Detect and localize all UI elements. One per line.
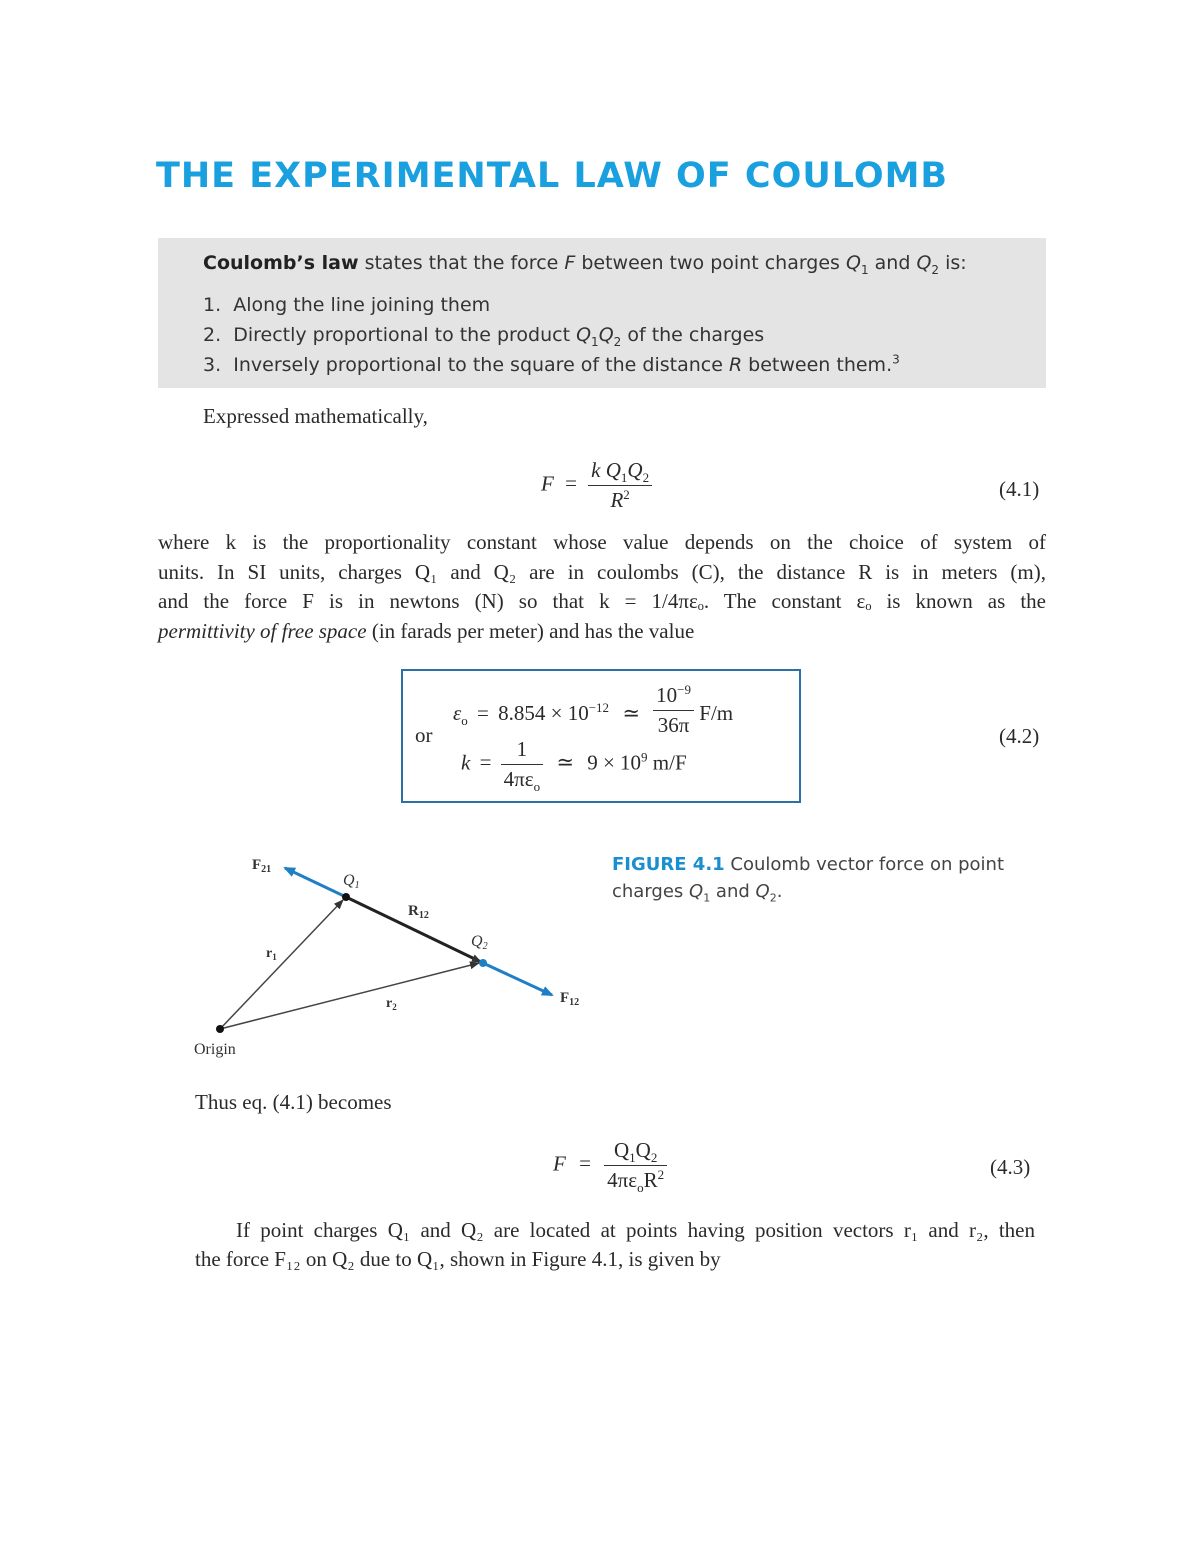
eq42-fraction	[653, 683, 694, 738]
eq43-den-r: R	[643, 1168, 658, 1192]
para1-line4	[158, 617, 1046, 647]
law-text2: between two point charges	[575, 252, 846, 274]
eq41-num-sub2: 2	[642, 470, 650, 486]
para1-line3: and the force F is in newtons (N) so that k = 1/4πεₒ. The constant εₒ is known as the	[158, 589, 1046, 613]
eq42-frac-num	[653, 683, 694, 711]
page-title: THE EXPERIMENTAL LAW OF COULOMB	[156, 156, 949, 196]
eq43-den-text: 4πε	[607, 1168, 638, 1192]
r1-vector	[220, 900, 343, 1029]
product-sub2: 2	[613, 334, 622, 349]
origin-point	[216, 1025, 224, 1033]
eq43-numerator	[604, 1138, 667, 1166]
law-term: Coulomb’s law	[203, 252, 359, 274]
eq42-eps-sub: o	[461, 713, 468, 729]
item-text-after: of the charges	[621, 324, 765, 346]
para1-line2: units. In SI units, charges Q₁ and Q₂ are in coulombs (C), the distance R is in meters (m),	[158, 559, 1046, 584]
and-text: and	[868, 252, 917, 274]
eq42-num-10: 10	[656, 683, 678, 707]
r2-label: $r_2$	[386, 996, 397, 1012]
eq43-den-sub: o	[637, 1180, 644, 1196]
eq42-frac-den: 36π	[657, 713, 690, 737]
eq41-numerator	[588, 458, 652, 486]
eq41-label: (4.1)	[999, 477, 1040, 501]
eq41-equals: =	[565, 471, 577, 496]
law-item-3	[203, 354, 900, 376]
coulomb-law-box	[158, 238, 1046, 388]
coulomb-force-diagram	[180, 840, 600, 1070]
eq42-approx: ≃	[622, 701, 640, 725]
eq42-eps: ε	[453, 701, 462, 725]
para2-line2: the force F₁₂ on Q₂ due to Q₁, shown in Figure 4.1, is given by	[195, 1247, 721, 1271]
eq42-unit2: m/F	[652, 750, 687, 775]
f21-label: $F_{21}$	[252, 857, 272, 875]
eq42-line1	[453, 683, 733, 738]
eq42-k-den-text: 4πε	[503, 767, 534, 791]
eq43-label: (4.3)	[990, 1155, 1031, 1179]
law-item-1	[203, 294, 490, 316]
paragraph-2	[195, 1216, 1035, 1274]
caption-end: .	[776, 881, 783, 902]
figure-caption	[612, 851, 1032, 905]
eq42-value: 8.854 × 10	[498, 701, 589, 725]
r1-label: $r_1$	[266, 946, 277, 962]
r12-label: $R_{12}$	[408, 903, 429, 921]
eq42-or: or	[415, 723, 433, 747]
eq42-k-num: 1	[501, 737, 543, 765]
eq43-fraction	[604, 1138, 667, 1196]
para2-line1: If point charges Q₁ and Q₂ are located at points having position vectors r₁ and r₂, then	[236, 1218, 1035, 1242]
q1-sub: 1	[860, 262, 869, 277]
q1-symbol: Q	[846, 252, 861, 274]
equation-4-3	[553, 1138, 667, 1196]
q1-label: Q1	[343, 872, 360, 891]
caption-and: and	[710, 881, 756, 902]
f12-label: $F_{12}$	[560, 990, 580, 1008]
eq42-k-den	[501, 765, 543, 795]
eq42-equals-2: =	[479, 750, 492, 775]
distance-symbol: R	[728, 354, 743, 376]
force-f21-arrow	[285, 868, 346, 897]
charge-q1-point	[342, 893, 350, 901]
eq43-denominator	[604, 1166, 667, 1196]
product-sub1: 1	[591, 334, 599, 349]
eq43-num-sub1: 1	[629, 1150, 636, 1166]
item-number: 2.	[203, 324, 222, 346]
q2-label: Q2	[471, 933, 488, 952]
eq43-num-q1: Q	[613, 1138, 630, 1162]
caption-text1: Coulomb vector force on point	[724, 854, 1005, 875]
product-q2: Q	[598, 324, 614, 346]
eq42-num-exp: −9	[677, 682, 692, 697]
item-number: 1.	[203, 294, 222, 316]
caption-q1: Q	[689, 881, 704, 902]
eq42-approx-2: ≃	[556, 750, 574, 775]
q2-sub: 2	[931, 262, 940, 277]
caption-q1-sub: 1	[703, 891, 711, 905]
eq41-denominator	[588, 486, 652, 513]
eq41-num-sub1: 1	[620, 470, 628, 486]
caption-text2: charges	[612, 881, 690, 902]
permittivity-term: permittivity of free space	[158, 618, 367, 643]
eq43-den-sup: 2	[657, 1167, 665, 1182]
para1-line1: where k is the proportionality constant whose value depends on the choice of system of	[158, 530, 1046, 554]
eq42-k-value-exp: 9	[641, 749, 648, 765]
item-text: Inversely proportional to the square of the distance	[233, 354, 729, 376]
law-end: is:	[939, 252, 967, 274]
r2-vector	[220, 963, 479, 1029]
product-q1: Q	[576, 324, 592, 346]
eq42-unit1: F/m	[699, 701, 734, 725]
law-item-2	[203, 324, 765, 349]
eq42-value-exp: −12	[588, 700, 610, 715]
equation-4-2-box	[401, 669, 801, 803]
eq41-num-kq: k Q	[591, 458, 621, 482]
expressed-text: Expressed mathematically,	[203, 404, 428, 428]
item-number: 3.	[203, 354, 222, 376]
caption-q2-sub: 2	[769, 891, 777, 905]
figure-label: FIGURE 4.1	[612, 854, 725, 875]
equation-4-1	[541, 458, 652, 513]
eq43-lhs: F	[553, 1151, 566, 1176]
item-text-after: between them.	[742, 354, 893, 376]
thus-text: Thus eq. (4.1) becomes	[195, 1090, 392, 1114]
q2-symbol: Q	[916, 252, 932, 274]
eq41-lhs: F	[541, 471, 554, 496]
eq42-line2	[461, 737, 687, 795]
footnote-marker: 3	[892, 352, 900, 367]
para1-line4-rest: (in farads per meter) and has the value	[366, 618, 695, 643]
charge-q2-point	[479, 959, 487, 967]
eq42-k-den-sub: o	[533, 779, 541, 795]
eq43-num-sub2: 2	[650, 1150, 658, 1166]
item-text: Along the line joining them	[233, 294, 491, 316]
caption-q2: Q	[755, 881, 770, 902]
eq42-equals: =	[477, 701, 489, 725]
eq43-num-q2: Q	[635, 1138, 651, 1162]
origin-label: Origin	[194, 1041, 236, 1058]
paragraph-1	[158, 528, 1046, 646]
eq42-label: (4.2)	[999, 724, 1040, 748]
eq41-den-r: R	[610, 488, 624, 512]
force-symbol: F	[564, 252, 576, 274]
law-text: states that the force	[358, 252, 565, 274]
eq41-den-sup: 2	[623, 487, 630, 502]
eq42-k-fraction	[501, 737, 543, 795]
item-text: Directly proportional to the product	[233, 324, 577, 346]
eq41-num-q2: Q	[627, 458, 643, 482]
eq42-k: k	[461, 750, 471, 775]
eq41-fraction	[588, 458, 652, 513]
law-statement	[203, 252, 967, 277]
eq42-k-value: 9 × 10	[587, 750, 642, 775]
force-f12-arrow	[483, 963, 552, 995]
eq43-equals: =	[579, 1151, 591, 1176]
